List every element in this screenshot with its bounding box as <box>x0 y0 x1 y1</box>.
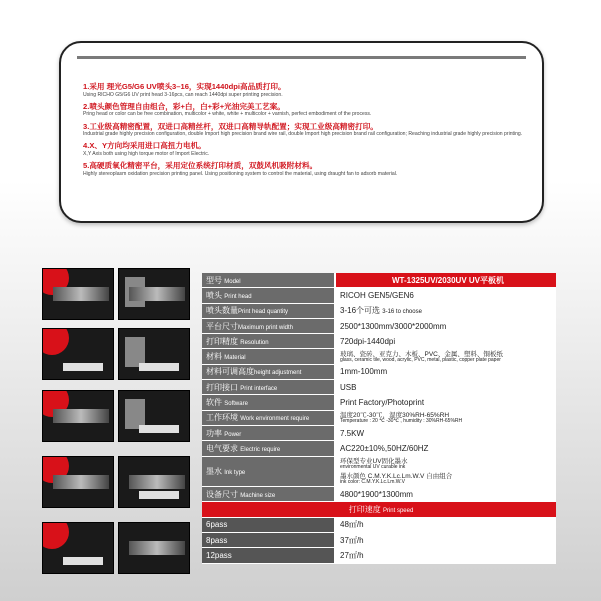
table-row <box>202 395 556 410</box>
rail-graphic <box>53 287 109 301</box>
spec-key: 电气要求 Electric require <box>202 441 335 456</box>
feature-title: 1.采用 理光G5/G6 UV喷头3–16，实现1440dpi高品质打印。 <box>83 82 286 91</box>
feature-desc: X,Y Axis both using high torque motor of Import Electric. <box>83 150 210 157</box>
spec-value: 720dpi-1440dpi <box>335 334 556 349</box>
speed-value: 37㎡/h <box>335 533 556 548</box>
feature-title: 3.工业级高精密配置，双进口高精丝杆，双进口高精导轨配置；实现工业级高精密打印。 <box>83 121 378 131</box>
table-row <box>202 502 556 517</box>
table-row <box>202 533 556 548</box>
speed-value: 48㎡/h <box>335 517 556 532</box>
feature-title: 4.X、Y方向均采用进口高扭力电机。 <box>83 141 206 151</box>
table-row <box>202 441 556 456</box>
table-row <box>202 380 556 395</box>
spec-value: Print Factory/Photoprint <box>335 395 556 410</box>
table-row <box>202 364 556 379</box>
speed-mode: 6pass <box>202 517 335 532</box>
spec-key: 工作环境 Work environment require <box>202 410 335 425</box>
product-photo <box>118 456 190 508</box>
feature-title: 2.喷头颜色管理自由组合，彩+白，白+彩+光油完美工艺案。 <box>83 101 285 111</box>
spec-key: 喷头 Print head <box>202 288 335 303</box>
table-row <box>202 517 556 532</box>
table-row <box>202 425 556 440</box>
rail-graphic <box>129 541 185 555</box>
spec-value: 1mm-100mm <box>335 364 556 379</box>
rail-graphic <box>129 287 185 301</box>
feature-desc: Pring head or color can be free combination, multicolor + white, white + multicolor + varnish, perfect embodiment of the process. <box>83 111 372 118</box>
spec-key: 软件 Software <box>202 395 335 410</box>
photo-row <box>42 328 190 378</box>
spec-key: 材料 Material <box>202 349 335 364</box>
speed-header: 打印速度 Print speed <box>202 502 556 517</box>
feature-item <box>83 122 523 138</box>
product-photo <box>42 522 114 574</box>
product-photo <box>42 268 114 320</box>
feature-desc: Industrial grade highly precision configuration, double Import high precision brand wire rail, double Import high precision brand rail configuration; Reaching industrial grade highly precision printing. <box>83 131 523 138</box>
board-graphic <box>139 363 179 371</box>
spec-key: 墨水 Ink type <box>202 456 335 487</box>
board-graphic <box>139 425 179 433</box>
feature-desc: Highly stereoplasm oxidation precision printing panel. Using positioning system to control the material, using draught fan to adsorb material. <box>83 170 398 177</box>
spec-value: 玻璃、瓷砖、亚克力、木板、PVC、金属、塑料、铜板纸 glass, ceramic tile, wood, acrylic, PVC, metal, plastic, copper plate paper <box>335 349 556 364</box>
spec-value: 环保型专业UV固化墨水 environmental UV curable ink <box>335 456 556 471</box>
photo-row <box>42 390 190 440</box>
spec-value: RICOH GEN5/GEN6 <box>335 288 556 303</box>
spec-table <box>202 273 556 564</box>
feature-desc: Using RICHO G5/G6 UV print head 3-16pcs, can reach 1440dpi super printing precision. <box>83 91 283 98</box>
spec-key: 型号 Model <box>202 273 335 288</box>
product-photo <box>42 328 114 380</box>
product-photo <box>118 268 190 320</box>
spec-value: 4800*1900*1300mm <box>335 487 556 502</box>
table-row <box>202 548 556 563</box>
table-row <box>202 349 556 364</box>
spec-key: 设备尺寸 Machine size <box>202 487 335 502</box>
product-photo <box>42 390 114 442</box>
rail-graphic <box>53 475 109 489</box>
speed-mode: 12pass <box>202 548 335 563</box>
spec-key: 喷头数量Print head quantity <box>202 303 335 318</box>
product-photo <box>42 456 114 508</box>
feature-title: 5.高硬质氧化精密平台，采用定位系统打印材质，双鼓风机吸附材料。 <box>83 161 318 171</box>
spec-value: WT-1325UV/2030UV UV平板机 <box>335 273 556 288</box>
spec-key: 材料可调高度height adjustment <box>202 364 335 379</box>
product-photo <box>118 390 190 442</box>
board-graphic <box>63 557 103 565</box>
printhead-graphic <box>129 475 185 489</box>
feature-item <box>83 102 523 118</box>
motor-graphic <box>53 409 109 423</box>
red-corner-tag <box>42 328 69 355</box>
feature-item <box>83 141 523 157</box>
red-corner-tag <box>42 522 69 549</box>
spec-key: 打印精度 Resolution <box>202 334 335 349</box>
spec-value: 7.5KW <box>335 425 556 440</box>
photo-row <box>42 456 190 506</box>
spec-value: AC220±10%,50HZ/60HZ <box>335 441 556 456</box>
spec-value: 2500*1300mm/3000*2000mm <box>335 318 556 333</box>
speed-mode: 8pass <box>202 533 335 548</box>
table-row <box>202 487 556 502</box>
table-row <box>202 334 556 349</box>
spec-value: USB <box>335 380 556 395</box>
table-row <box>202 410 556 425</box>
board-graphic <box>139 491 179 499</box>
spec-key: 打印接口 Print interface <box>202 380 335 395</box>
speed-value: 27㎡/h <box>335 548 556 563</box>
product-photo <box>118 328 190 380</box>
board-graphic <box>63 363 103 371</box>
feature-item <box>83 82 523 98</box>
photo-row <box>42 522 190 572</box>
table-row <box>202 303 556 318</box>
photo-row <box>42 268 190 318</box>
table-row <box>202 456 556 471</box>
spec-key: 功率 Power <box>202 425 335 440</box>
feature-list <box>83 82 523 181</box>
spec-value: 墨水颜色 C.M.Y.K.Lc.Lm.W.V 自由组合 ink color: C.M.Y.K.Lc.Lm.W.V <box>335 471 556 486</box>
feature-item <box>83 161 523 177</box>
card-divider <box>77 56 526 59</box>
table-row <box>202 288 556 303</box>
table-row <box>202 318 556 333</box>
table-row <box>202 273 556 288</box>
spec-key: 平台尺寸Maximum print width <box>202 318 335 333</box>
product-photo <box>118 522 190 574</box>
spec-value: 温度20℃-30℃，湿度30%RH-65%RH Temperature : 20 ℃ -30℃ , humidity : 30%RH-65%RH <box>335 410 556 425</box>
spec-value: 3-16个可选 3-16 to choose <box>335 303 556 318</box>
